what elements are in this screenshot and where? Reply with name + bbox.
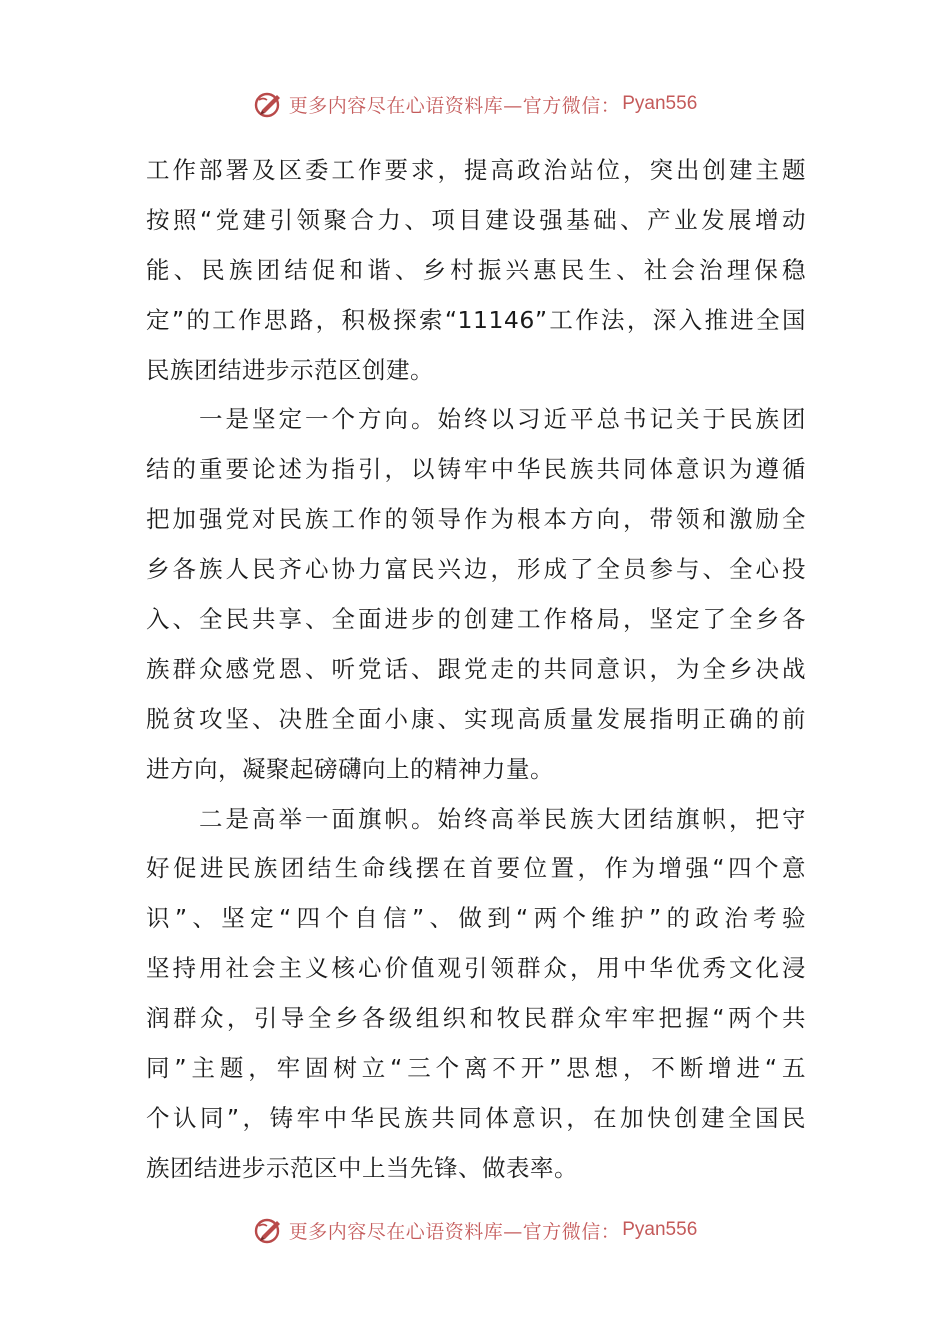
text-line: 工作部署及区委工作要求，提高政治站位，突出创建主题 <box>146 156 806 184</box>
text-line: 入、全民共享、全面进步的创建工作格局，坚定了全乡各 <box>146 605 806 634</box>
watermark-banner-bottom <box>0 1210 950 1250</box>
text-line: 能、民族团结促和谐、乡村振兴惠民生、社会治理保稳 <box>146 255 806 284</box>
text-line: 民族团结进步示范区创建。 <box>146 355 434 384</box>
pen-logo-icon <box>253 88 285 120</box>
pen-logo-icon <box>253 1214 285 1246</box>
text-line: 脱贫攻坚、决胜全面小康、实现高质量发展指明正确的前 <box>146 704 806 733</box>
text-line: 结的重要论述为指引，以铸牢中华民族共同体意识为遵循 <box>146 455 806 484</box>
paragraph <box>146 146 806 395</box>
watermark-text: 更多内容尽在心语资料库—官方微信： <box>288 1220 621 1243</box>
watermark-banner-top <box>0 84 950 124</box>
watermark-handle: Pyan556 <box>622 1219 698 1240</box>
text-line: 好促进民族团结生命线摆在首要位置，作为增强“四个意 <box>146 854 806 883</box>
watermark-text: 更多内容尽在心语资料库—官方微信： <box>288 94 621 117</box>
paragraph <box>146 395 806 794</box>
watermark-handle: Pyan556 <box>622 93 698 114</box>
text-line: 二是高举一面旗帜。始终高举民族大团结旗帜，把守 <box>146 804 806 833</box>
text-line: 族团结进步示范区中上当先锋、做表率。 <box>146 1153 578 1182</box>
text-line: 识”、坚定“四个自信”、做到“两个维护”的政治考验 <box>146 904 806 933</box>
paragraph <box>146 795 806 1194</box>
text-line: 定”的工作思路，积极探索“11146”工作法，深入推进全国 <box>146 305 806 334</box>
text-line: 把加强党对民族工作的领导作为根本方向，带领和激励全 <box>146 505 806 534</box>
text-line: 族群众感党恩、听党话、跟党走的共同意识，为全乡决战 <box>146 654 806 683</box>
text-line: 个认同”，铸牢中华民族共同体意识，在加快创建全国民 <box>146 1103 806 1132</box>
text-line: 一是坚定一个方向。始终以习近平总书记关于民族团 <box>146 405 806 434</box>
text-line: 按照“党建引领聚合力、项目建设强基础、产业发展增动 <box>146 205 806 234</box>
text-line: 润群众，引导全乡各级组织和牧民群众牢牢把握“两个共 <box>146 1004 806 1033</box>
text-line: 坚持用社会主义核心价值观引领群众，用中华优秀文化浸 <box>146 954 806 983</box>
text-line: 乡各族人民齐心协力富民兴边，形成了全员参与、全心投 <box>146 555 806 584</box>
text-line: 同”主题，牢固树立“三个离不开”思想，不断增进“五 <box>146 1054 806 1083</box>
document-body <box>146 146 806 1194</box>
text-line: 进方向，凝聚起磅礴向上的精神力量。 <box>146 754 554 783</box>
